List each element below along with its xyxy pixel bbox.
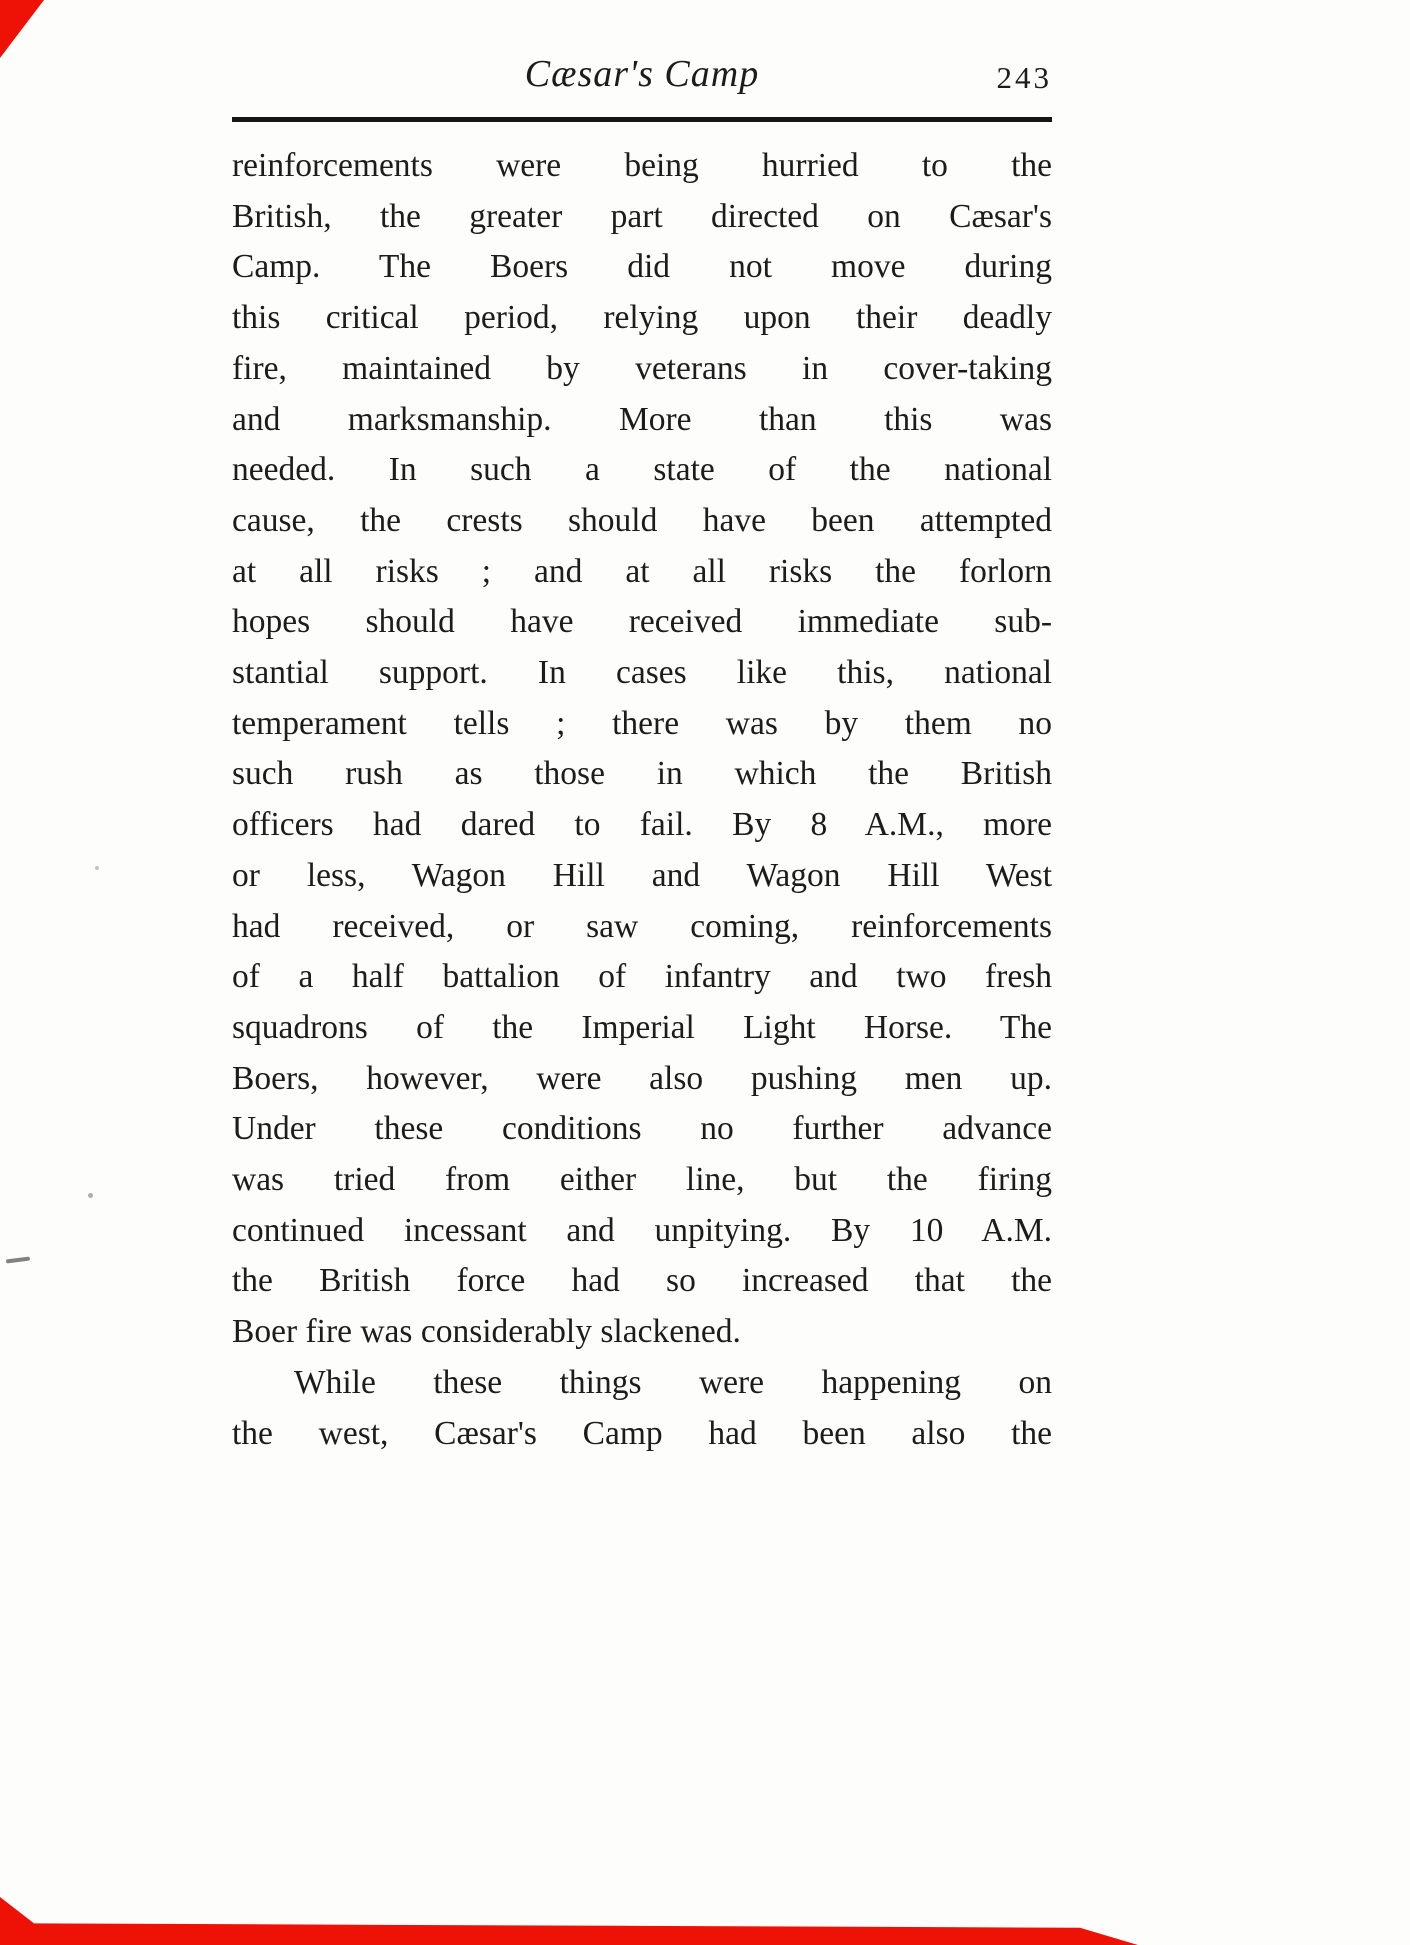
text-line: hopes should have received immediate sub- [232,603,1052,641]
text-line: squadrons of the Imperial Light Horse. The [232,1008,1052,1046]
text-line: Boers, however, were also pushing men up. [232,1059,1052,1097]
text-line: Boer fire was considerably slackened. [232,1313,741,1351]
text-line: needed. In such a state of the national [232,451,1052,489]
text-line: temperament tells ; there was by them no [232,704,1052,742]
text-line: or less, Wagon Hill and Wagon Hill West [232,856,1052,894]
text-line: the British force had so increased that the [232,1262,1052,1300]
text-line: reinforcements were being hurried to the [232,147,1052,184]
text-line: had received, or saw coming, reinforcements [232,907,1052,945]
text-line: British, the greater part directed on Cæsar's [232,197,1052,235]
scan-artifact-bottom-bar [0,1897,1138,1945]
text-line: stantial support. In cases like this, national [232,654,1052,692]
text-line: fire, maintained by veterans in cover-taking [232,349,1052,387]
page-header [232,52,1052,116]
text-line: officers had dared to fail. By 8 A.M., more [232,806,1052,844]
header-rule [232,117,1052,122]
text-line: and marksmanship. More than this was [232,400,1052,438]
text-line: cause, the crests should have been attempted [232,501,1052,539]
text-line: of a half battalion of infantry and two fresh [232,958,1052,996]
text-line: was tried from either line, but the firing [232,1161,1052,1199]
page-body [232,141,1052,1459]
text-line: the west, Cæsar's Camp had been also the [232,1414,1052,1452]
page-number: 243 [996,60,1052,95]
text-line: continued incessant and unpitying. By 10 A.M. [232,1211,1052,1249]
text-line: this critical period, relying upon their deadly [232,299,1052,337]
text-line: While these things were happening on [294,1363,1052,1401]
scan-artifact-top-left-corner [0,0,44,58]
text-line: such rush as those in which the British [232,755,1052,793]
text-line: Camp. The Boers did not move during [232,248,1052,286]
running-title: Cæsar's Camp [524,53,760,95]
text-line: at all risks ; and at all risks the forlorn [232,552,1052,590]
scan-artifact-pencil-dash [6,1257,30,1264]
text-line: Under these conditions no further advance [232,1110,1052,1148]
scan-artifact-speck [95,866,99,870]
scan-artifact-speck [88,1193,93,1198]
